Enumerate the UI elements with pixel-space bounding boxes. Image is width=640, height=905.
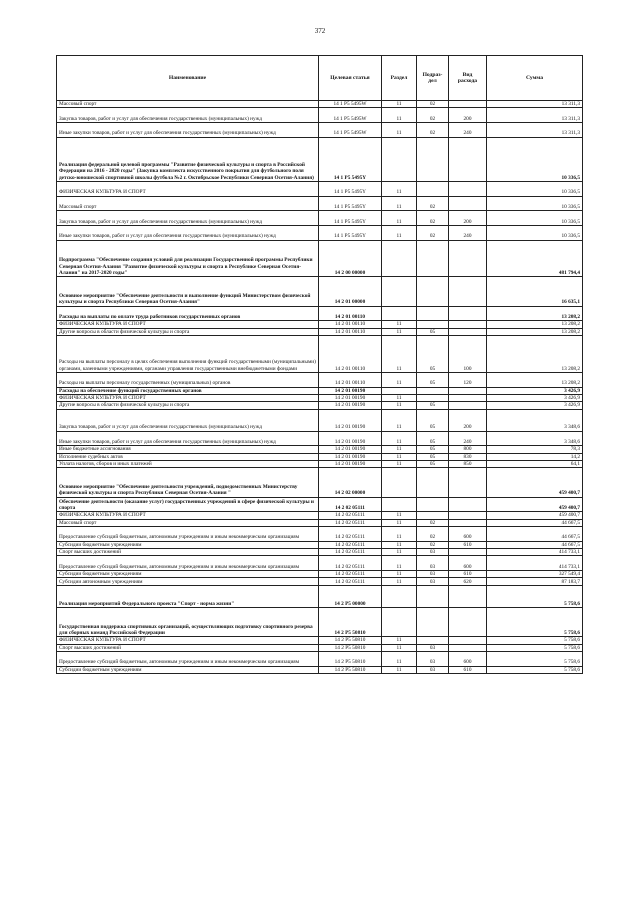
cell-name: Иные закупки товаров, работ и услуг для обеспечения государственных (муниципальных) нужд: [57, 225, 319, 240]
cell-target-code: 14 2 01 00190: [319, 402, 382, 409]
cell-name: Массовый спорт: [57, 101, 319, 108]
cell-subsection: 05: [417, 431, 449, 446]
table-row: [57, 519, 583, 526]
table-row: [57, 512, 583, 519]
cell-name: Спорт высших достижений: [57, 549, 319, 556]
cell-target-code: 14 2 01 00190: [319, 387, 382, 394]
cell-expense-type: [449, 387, 487, 394]
cell-sum: 459 400,7: [487, 497, 583, 512]
cell-subsection: 02: [417, 108, 449, 123]
table-row: [57, 211, 583, 226]
cell-section: 11: [382, 666, 417, 673]
cell-section: 11: [382, 101, 417, 108]
cell-name: Массовый спорт: [57, 196, 319, 211]
header-subsection: Подраз- дел: [417, 56, 449, 101]
cell-name: ФИЗИЧЕСКАЯ КУЛЬТУРА И СПОРТ: [57, 321, 319, 328]
table-row: [57, 409, 583, 431]
cell-target-code: 14 2 01 00190: [319, 431, 382, 446]
cell-section: 11: [382, 196, 417, 211]
cell-name: Иные закупки товаров, работ и услуг для обеспечения государственных (муниципальных) нужд: [57, 123, 319, 138]
cell-subsection: [417, 137, 449, 181]
cell-sum: 13 208,2: [487, 328, 583, 335]
table-row: [57, 372, 583, 387]
cell-sum: 3 426,9: [487, 387, 583, 394]
cell-section: 11: [382, 519, 417, 526]
cell-section: 11: [382, 644, 417, 651]
cell-sum: 10 336,5: [487, 137, 583, 181]
cell-subsection: 03: [417, 578, 449, 585]
cell-name: Реализация федеральной целевой программы "Развитие физической культуры и спорта в Российской Федерации на 2016 - 2020 годы" (Закупка комплекта искусственного покрытия для футбольного поля детско-юношеской спортивной школы футбола №2 г. Октябрьское Республики Северная Осетия-Алания): [57, 137, 319, 181]
cell-section: [382, 306, 417, 321]
cell-name: Субсидии бюджетным учреждениям: [57, 541, 319, 548]
table-row: [57, 225, 583, 240]
cell-section: 11: [382, 431, 417, 446]
cell-section: [382, 585, 417, 607]
cell-sum: 481 794,4: [487, 240, 583, 277]
cell-target-code: 14 2 P5 50810: [319, 651, 382, 666]
table-row: [57, 549, 583, 556]
cell-subsection: [417, 240, 449, 277]
cell-target-code: 14 2 P5 50810: [319, 644, 382, 651]
cell-subsection: [417, 387, 449, 394]
cell-expense-type: [449, 328, 487, 335]
cell-name: Расходы на выплаты персоналу государственных (муниципальных) органов: [57, 372, 319, 387]
cell-target-code: 14 1 P5 5495Y: [319, 181, 382, 196]
table-row: [57, 402, 583, 409]
cell-target-code: 14 2 P5 50810: [319, 666, 382, 673]
cell-subsection: 05: [417, 372, 449, 387]
cell-name: Спорт высших достижений: [57, 644, 319, 651]
cell-name: Субсидии автономным учреждениям: [57, 578, 319, 585]
cell-sum: 44 667,5: [487, 527, 583, 542]
header-sum: Сумма: [487, 56, 583, 101]
table-row: [57, 637, 583, 644]
cell-target-code: 14 2 02 05111: [319, 512, 382, 519]
cell-target-code: 14 2 01 00000: [319, 277, 382, 306]
cell-target-code: 14 2 P5 50810: [319, 607, 382, 636]
cell-name: Расходы на выплаты персоналу в целях обеспечения выполнения функций государственными (муниципальными) органами, казенными учреждениями, органами управления государственными внебюджетными фондами: [57, 336, 319, 373]
cell-name: Основное мероприятие "Обеспечение деятельности и выполнение функций Министерством физической культуры и спорта Республики Северная Осетия-Алания": [57, 277, 319, 306]
cell-subsection: [417, 277, 449, 306]
cell-name: Государственная поддержка спортивных организаций, осуществляющих подготовку спортивного резерва для сборных команд Российской Федерации: [57, 607, 319, 636]
cell-target-code: 14 2 01 00110: [319, 372, 382, 387]
cell-section: 11: [382, 556, 417, 571]
table-row: [57, 571, 583, 578]
cell-name: Подпрограмма "Обеспечение создания условий для реализации Государственной программы Республики Северная Осетия-Алания "Развитие физической культуры и спорта в Республике Северная Осетия-Алания" на 2017-2020 годы": [57, 240, 319, 277]
cell-sum: 78,3: [487, 446, 583, 453]
table-row: [57, 556, 583, 571]
header-expense-type: Вид расхода: [449, 56, 487, 101]
cell-subsection: [417, 468, 449, 497]
cell-name: ФИЗИЧЕСКАЯ КУЛЬТУРА И СПОРТ: [57, 181, 319, 196]
cell-sum: 414 733,1: [487, 549, 583, 556]
cell-subsection: [417, 585, 449, 607]
cell-section: 11: [382, 409, 417, 431]
cell-target-code: 14 2 01 00190: [319, 409, 382, 431]
cell-subsection: 02: [417, 211, 449, 226]
cell-target-code: 14 2 01 00110: [319, 306, 382, 321]
cell-expense-type: 240: [449, 225, 487, 240]
cell-target-code: 14 2 00 00000: [319, 240, 382, 277]
cell-name: Расходы на выплаты по оплате труда работников государственных органов: [57, 306, 319, 321]
cell-sum: 13 311,3: [487, 108, 583, 123]
cell-name: Другие вопросы в области физической культуры и спорта: [57, 328, 319, 335]
cell-sum: 5 758,6: [487, 666, 583, 673]
cell-target-code: 14 2 P5 50810: [319, 637, 382, 644]
cell-name: Закупка товаров, работ и услуг для обеспечения государственных (муниципальных) нужд: [57, 211, 319, 226]
cell-sum: 16 635,1: [487, 277, 583, 306]
cell-subsection: [417, 512, 449, 519]
cell-section: 11: [382, 336, 417, 373]
cell-name: Субсидии бюджетным учреждениям: [57, 666, 319, 673]
cell-expense-type: 850: [449, 460, 487, 467]
cell-target-code: 14 2 02 05111: [319, 578, 382, 585]
cell-section: 11: [382, 460, 417, 467]
cell-expense-type: [449, 402, 487, 409]
cell-sum: 327 549,4: [487, 571, 583, 578]
cell-sum: 3 348,6: [487, 409, 583, 431]
cell-section: 11: [382, 453, 417, 460]
cell-sum: 10 336,5: [487, 211, 583, 226]
cell-expense-type: 600: [449, 556, 487, 571]
cell-sum: 10 336,5: [487, 181, 583, 196]
cell-expense-type: [449, 394, 487, 401]
cell-target-code: 14 2 02 00000: [319, 468, 382, 497]
cell-target-code: 14 1 P5 5495Y: [319, 196, 382, 211]
cell-sum: 10 336,5: [487, 225, 583, 240]
table-row: [57, 101, 583, 108]
cell-expense-type: [449, 497, 487, 512]
cell-expense-type: [449, 101, 487, 108]
cell-target-code: 14 2 01 00190: [319, 460, 382, 467]
cell-sum: 13 311,3: [487, 101, 583, 108]
table-row: [57, 607, 583, 636]
cell-expense-type: [449, 277, 487, 306]
table-row: [57, 240, 583, 277]
cell-name: Исполнение судебных актов: [57, 453, 319, 460]
cell-expense-type: 240: [449, 123, 487, 138]
cell-section: 11: [382, 512, 417, 519]
cell-name: ФИЗИЧЕСКАЯ КУЛЬТУРА И СПОРТ: [57, 394, 319, 401]
budget-table: [56, 55, 583, 674]
cell-target-code: 14 1 P5 5495W: [319, 101, 382, 108]
cell-name: Уплата налогов, сборов и иных платежей: [57, 460, 319, 467]
cell-name: Предоставление субсидий бюджетным, автономным учреждениям и иным некоммерческим организациям: [57, 527, 319, 542]
cell-expense-type: [449, 637, 487, 644]
cell-subsection: 05: [417, 409, 449, 431]
cell-target-code: 14 1 P5 5495Y: [319, 211, 382, 226]
cell-expense-type: [449, 137, 487, 181]
cell-expense-type: 100: [449, 336, 487, 373]
cell-subsection: 03: [417, 549, 449, 556]
cell-subsection: 03: [417, 556, 449, 571]
table-row: [57, 196, 583, 211]
cell-subsection: 02: [417, 527, 449, 542]
cell-subsection: [417, 497, 449, 512]
cell-target-code: 14 2 02 05111: [319, 556, 382, 571]
table-row: [57, 527, 583, 542]
cell-name: Иные бюджетные ассигнования: [57, 446, 319, 453]
cell-name: Обеспечение деятельности (оказание услуг) государственных учреждений в сфере физической культуры и спорта: [57, 497, 319, 512]
cell-target-code: 14 2 02 05111: [319, 519, 382, 526]
cell-name: Закупка товаров, работ и услуг для обеспечения государственных (муниципальных) нужд: [57, 108, 319, 123]
cell-name: Субсидии бюджетным учреждениям: [57, 571, 319, 578]
cell-name: Другие вопросы в области физической культуры и спорта: [57, 402, 319, 409]
cell-target-code: 14 1 P5 5495W: [319, 123, 382, 138]
cell-expense-type: [449, 549, 487, 556]
cell-name: Реализация мероприятий Федерального проекта "Спорт - норма жизни": [57, 585, 319, 607]
cell-section: [382, 468, 417, 497]
cell-target-code: 14 1 P5 5495Y: [319, 137, 382, 181]
table-row: [57, 644, 583, 651]
cell-target-code: 14 2 01 00190: [319, 394, 382, 401]
cell-section: 11: [382, 372, 417, 387]
table-row: [57, 541, 583, 548]
cell-sum: 5 758,6: [487, 651, 583, 666]
cell-target-code: 14 2 02 05111: [319, 527, 382, 542]
cell-expense-type: 610: [449, 571, 487, 578]
cell-expense-type: 600: [449, 527, 487, 542]
cell-target-code: 14 2 01 00190: [319, 453, 382, 460]
cell-section: 11: [382, 181, 417, 196]
cell-expense-type: 830: [449, 453, 487, 460]
cell-expense-type: 240: [449, 431, 487, 446]
cell-target-code: 14 2 02 05111: [319, 549, 382, 556]
cell-subsection: 02: [417, 541, 449, 548]
cell-expense-type: 620: [449, 578, 487, 585]
cell-subsection: 03: [417, 666, 449, 673]
cell-sum: 13 208,2: [487, 321, 583, 328]
table-row: [57, 108, 583, 123]
cell-section: 11: [382, 541, 417, 548]
cell-subsection: [417, 394, 449, 401]
cell-subsection: 02: [417, 196, 449, 211]
cell-expense-type: 610: [449, 541, 487, 548]
cell-sum: 5 758,6: [487, 585, 583, 607]
cell-section: 11: [382, 225, 417, 240]
cell-sum: 13 208,2: [487, 336, 583, 373]
cell-section: 11: [382, 571, 417, 578]
cell-subsection: [417, 607, 449, 636]
cell-name: Предоставление субсидий бюджетным, автономным учреждениям и иным некоммерческим организациям: [57, 651, 319, 666]
cell-section: 11: [382, 211, 417, 226]
cell-name: ФИЗИЧЕСКАЯ КУЛЬТУРА И СПОРТ: [57, 512, 319, 519]
cell-subsection: [417, 181, 449, 196]
cell-expense-type: 800: [449, 446, 487, 453]
cell-section: 11: [382, 321, 417, 328]
cell-sum: 414 733,1: [487, 556, 583, 571]
table-row: [57, 277, 583, 306]
cell-sum: 44 667,5: [487, 541, 583, 548]
cell-sum: 10 336,5: [487, 196, 583, 211]
cell-target-code: 14 1 P5 5495Y: [319, 225, 382, 240]
cell-expense-type: [449, 321, 487, 328]
table-row: [57, 453, 583, 460]
cell-sum: 3 426,9: [487, 402, 583, 409]
table-row: [57, 585, 583, 607]
cell-name: Иные закупки товаров, работ и услуг для обеспечения государственных (муниципальных) нужд: [57, 431, 319, 446]
table-row: [57, 446, 583, 453]
cell-expense-type: 120: [449, 372, 487, 387]
cell-expense-type: 200: [449, 211, 487, 226]
cell-section: [382, 387, 417, 394]
cell-expense-type: 600: [449, 651, 487, 666]
cell-expense-type: [449, 196, 487, 211]
cell-sum: 64,1: [487, 460, 583, 467]
cell-subsection: 02: [417, 101, 449, 108]
cell-sum: 13 208,2: [487, 372, 583, 387]
header-target: Целевая статья: [319, 56, 382, 101]
cell-sum: 3 426,9: [487, 394, 583, 401]
cell-subsection: 02: [417, 519, 449, 526]
cell-section: [382, 497, 417, 512]
table-body: [57, 101, 583, 674]
cell-sum: 14,2: [487, 453, 583, 460]
table-row: [57, 431, 583, 446]
cell-target-code: 14 2 01 00110: [319, 336, 382, 373]
cell-target-code: 14 2 01 00190: [319, 446, 382, 453]
cell-sum: 5 758,6: [487, 637, 583, 644]
table-row: [57, 336, 583, 373]
cell-section: 11: [382, 527, 417, 542]
cell-sum: 3 348,6: [487, 431, 583, 446]
cell-expense-type: [449, 585, 487, 607]
cell-target-code: 14 2 02 05111: [319, 497, 382, 512]
cell-subsection: 03: [417, 644, 449, 651]
cell-sum: 5 758,6: [487, 644, 583, 651]
table-row: [57, 306, 583, 321]
cell-name: ФИЗИЧЕСКАЯ КУЛЬТУРА И СПОРТ: [57, 637, 319, 644]
table-row: [57, 123, 583, 138]
cell-name: Массовый спорт: [57, 519, 319, 526]
cell-name: Расходы на обеспечение функций государственных органов: [57, 387, 319, 394]
cell-target-code: 14 2 02 05111: [319, 541, 382, 548]
cell-expense-type: [449, 181, 487, 196]
page-number: 372: [314, 27, 326, 35]
cell-name: Предоставление субсидий бюджетным, автономным учреждениям и иным некоммерческим организациям: [57, 556, 319, 571]
cell-section: 11: [382, 402, 417, 409]
cell-subsection: 05: [417, 328, 449, 335]
cell-section: 11: [382, 637, 417, 644]
cell-section: 11: [382, 651, 417, 666]
table-row: [57, 137, 583, 181]
cell-subsection: 03: [417, 651, 449, 666]
cell-subsection: 05: [417, 402, 449, 409]
cell-section: 11: [382, 123, 417, 138]
cell-subsection: 03: [417, 571, 449, 578]
cell-section: [382, 240, 417, 277]
cell-section: 11: [382, 328, 417, 335]
cell-subsection: 02: [417, 123, 449, 138]
cell-sum: 459 400,7: [487, 512, 583, 519]
cell-subsection: 05: [417, 460, 449, 467]
cell-section: [382, 277, 417, 306]
cell-expense-type: [449, 306, 487, 321]
cell-target-code: 14 2 02 05111: [319, 571, 382, 578]
cell-sum: 13 208,2: [487, 306, 583, 321]
cell-subsection: [417, 321, 449, 328]
cell-subsection: 05: [417, 453, 449, 460]
table-row: [57, 181, 583, 196]
cell-section: [382, 607, 417, 636]
cell-sum: 5 758,6: [487, 607, 583, 636]
cell-name: Основное мероприятие "Обеспечение деятельности учреждений, подведомственных Министерству физической культуры и спорта Республики Северная Осетия-Алания ": [57, 468, 319, 497]
table-header-row: [57, 56, 583, 101]
cell-expense-type: [449, 519, 487, 526]
cell-target-code: 14 2 01 00110: [319, 321, 382, 328]
cell-section: 11: [382, 394, 417, 401]
cell-sum: 459 400,7: [487, 468, 583, 497]
header-name: Наименование: [57, 56, 319, 101]
cell-subsection: 05: [417, 446, 449, 453]
cell-expense-type: [449, 468, 487, 497]
table-row: [57, 321, 583, 328]
table-row: [57, 497, 583, 512]
cell-subsection: [417, 637, 449, 644]
cell-subsection: 05: [417, 336, 449, 373]
cell-target-code: 14 2 01 00110: [319, 328, 382, 335]
cell-expense-type: 200: [449, 108, 487, 123]
cell-sum: 13 311,3: [487, 123, 583, 138]
cell-section: [382, 137, 417, 181]
cell-target-code: 14 1 P5 5495W: [319, 108, 382, 123]
header-section: Раздел: [382, 56, 417, 101]
cell-subsection: 02: [417, 225, 449, 240]
cell-section: 11: [382, 549, 417, 556]
table-row: [57, 387, 583, 394]
table-row: [57, 578, 583, 585]
table-row: [57, 328, 583, 335]
cell-expense-type: [449, 240, 487, 277]
cell-expense-type: 610: [449, 666, 487, 673]
cell-section: 11: [382, 108, 417, 123]
table-row: [57, 651, 583, 666]
cell-section: 11: [382, 446, 417, 453]
cell-expense-type: [449, 512, 487, 519]
table-row: [57, 666, 583, 673]
cell-expense-type: [449, 607, 487, 636]
cell-sum: 87 183,7: [487, 578, 583, 585]
cell-target-code: 14 2 P5 00000: [319, 585, 382, 607]
cell-name: Закупка товаров, работ и услуг для обеспечения государственных (муниципальных) нужд: [57, 409, 319, 431]
cell-section: 11: [382, 578, 417, 585]
table-row: [57, 460, 583, 467]
cell-subsection: [417, 306, 449, 321]
cell-expense-type: 200: [449, 409, 487, 431]
cell-sum: 44 667,5: [487, 519, 583, 526]
table-row: [57, 468, 583, 497]
table-row: [57, 394, 583, 401]
cell-expense-type: [449, 644, 487, 651]
